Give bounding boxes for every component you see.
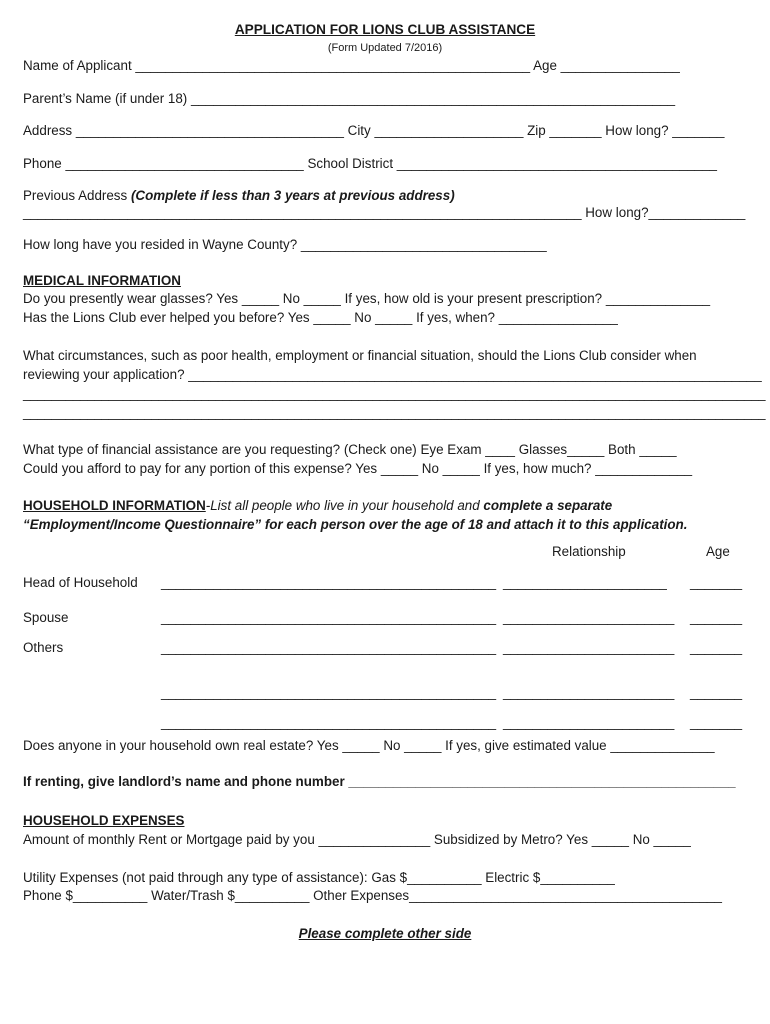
relationship-field[interactable]: _______________________ [503,610,675,625]
helped-before-line[interactable]: Has the Lions Club ever helped you before? Yes _____ No _____ If yes, when? ________________ [23,310,618,325]
complete-other-side-note: Please complete other side [298,926,472,941]
previous-address-line[interactable]: ___________________________________________________________________________ How long?_____________ [23,205,746,220]
utility-expenses-line[interactable]: Utility Expenses (not paid through any type of assistance): Gas $__________ Electric $__________ [23,870,615,885]
age-field[interactable]: _______ [690,640,743,655]
household-intro [23,498,612,514]
previous-address-note: (Complete if less than 3 years at previous address) [130,188,455,203]
name-field[interactable]: _____________________________________________ [161,610,497,625]
relationship-field[interactable]: _______________________ [503,685,675,700]
previous-address-text: Previous Address [23,188,131,203]
age-field[interactable]: _______ [690,685,743,700]
household-intro-line2: “Employment/Income Questionnaire” for each person over the age of 18 and attach it to this application. [23,517,688,532]
age-field[interactable]: _______ [690,610,743,625]
real-estate-line[interactable]: Does anyone in your household own real estate? Yes _____ No _____ If yes, give estimated value ______________ [23,738,715,753]
relationship-field[interactable]: ______________________ [503,575,667,590]
circumstances-blank-1[interactable]: ________________________________________________________________________________________________________ [23,386,766,401]
household-intro-text: -List all people who live in your household and [205,498,484,513]
circumstances-line[interactable]: reviewing your application? _____________________________________________________________________________ [23,367,762,382]
name-field[interactable]: _____________________________________________ [161,715,497,730]
glasses-line[interactable]: Do you presently wear glasses? Yes _____ No _____ If yes, how old is your present prescription? ______________ [23,291,711,306]
form-subtitle: (Form Updated 7/2016) [327,42,443,54]
age-field[interactable]: _______ [690,575,743,590]
row-label: Others [23,640,64,655]
relationship-column-header: Relationship [552,544,626,559]
circumstances-blank-2[interactable]: ________________________________________________________________________________________________________ [23,405,766,420]
form-title: APPLICATION FOR LIONS CLUB ASSISTANCE [234,22,536,37]
name-field[interactable]: _____________________________________________ [161,640,497,655]
rent-mortgage-line[interactable]: Amount of monthly Rent or Mortgage paid by you _______________ Subsidized by Metro? Yes _____ No _____ [23,832,691,847]
relationship-field[interactable]: _______________________ [503,640,675,655]
expenses-heading: HOUSEHOLD EXPENSES [23,813,185,828]
previous-address-label [23,188,455,204]
row-label: Head of Household [23,575,138,590]
landlord-line[interactable]: If renting, give landlord’s name and phone number ____________________________________________________ [23,774,736,789]
age-field[interactable]: _______ [690,715,743,730]
name-field[interactable]: _____________________________________________ [161,575,497,590]
wayne-county-line[interactable]: How long have you resided in Wayne County? _________________________________ [23,237,547,252]
afford-line[interactable]: Could you afford to pay for any portion of this expense? Yes _____ No _____ If yes, how much? _____________ [23,461,693,476]
address-line[interactable]: Address ____________________________________ City ____________________ Zip _______ How long? _______ [23,123,725,138]
parent-name-line[interactable]: Parent’s Name (if under 18) _________________________________________________________________ [23,91,676,106]
phone-school-line[interactable]: Phone ________________________________ School District ___________________________________________ [23,156,717,171]
household-intro-bold: complete a separate [483,498,613,513]
name-field[interactable]: _____________________________________________ [161,685,497,700]
medical-heading: MEDICAL INFORMATION [23,273,181,288]
household-heading: HOUSEHOLD INFORMATION [23,498,206,513]
assistance-type-line[interactable]: What type of financial assistance are you requesting? (Check one) Eye Exam ____ Glasses_____ Both _____ [23,442,677,457]
row-label: Spouse [23,610,69,625]
age-column-header: Age [706,544,730,559]
circumstances-question: What circumstances, such as poor health, employment or financial situation, should the Lions Club consider when [23,348,697,363]
phone-water-other-line[interactable]: Phone $__________ Water/Trash $__________ Other Expenses__________________________________________ [23,888,722,903]
applicant-name-line[interactable]: Name of Applicant _____________________________________________________ Age ________________ [23,58,680,73]
relationship-field[interactable]: _______________________ [503,715,675,730]
